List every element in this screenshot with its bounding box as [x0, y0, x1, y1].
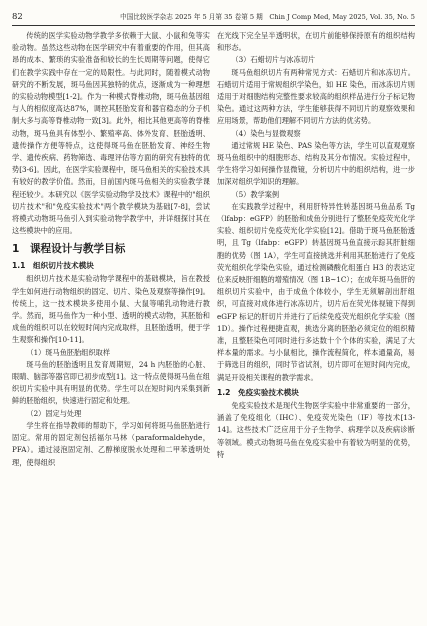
header-rule	[12, 25, 415, 26]
section-heading: 1 课程设计与教学目标	[12, 243, 126, 256]
right-column	[217, 30, 415, 622]
item-heading: （5）教学案例	[231, 189, 280, 199]
body-paragraph: 组织切片技术是实验动物学课程中的基础模块，旨在教授学生如何进行动物组织的固定、切片、染色及观察等操作[9]。传统上，这一技术模块多使用小鼠、大鼠等哺乳动物进行教学。然而，斑马鱼作为一种小型、透明的模式动物，其胚胎和成鱼的组织可以在较短时间内完成取样，且胚胎透明，便于学生观察和操作[10-11]。	[12, 274, 210, 345]
body-paragraph: 通过常规 HE 染色、PAS 染色等方法，学生可以直观观察斑马鱼组织中的细胞形态、结构及其分布情况。实验过程中，学生将学习如何操作显微镜，分析切片中的组织结构，进一步加深对组织学知识的理解。	[217, 140, 415, 187]
item-heading: （3）石蜡切片与冰冻切片	[231, 55, 316, 65]
page-number: 82	[12, 12, 23, 22]
journal-citation: 中国比较医学杂志 2025 年 5 月第 35 卷第 5 期 Chin J Comp Med, May 2025, Vol. 35, No. 5	[120, 13, 415, 21]
left-column	[12, 30, 210, 622]
subsection-heading: 1.2 免疫实验技术模块	[217, 387, 299, 397]
item-heading: （1）斑马鱼胚胎组织取样	[26, 347, 111, 357]
body-paragraph: 免疫实验技术是现代生物医学实验中非常重要的一部分，涵盖了免疫组化（IHC）、免疫荧光染色（IF）等技术[13-14]。这些技术广泛应用于分子生物学、病理学以及疾病诊断等领域。模式动物斑马鱼在免疫实验中有着较为明显的优势，特	[217, 400, 415, 459]
body-paragraph: 学生将在指导教师的帮助下，学习如何将斑马鱼胚胎进行固定。常用的固定剂包括福尔马林（paraformaldehyde，PFA）。通过浸泡固定剂、乙醇梯度脱水处理和二甲苯透明处理，使得组织	[12, 420, 210, 467]
body-paragraph: 斑马鱼组织切片有两种常见方式：石蜡切片和冰冻切片。石蜡切片适用于常规组织学染色，如 HE 染色，而冰冻切片则适用于对细胞结构完整性要求较高的组织样品进行分子标记物染色。通过这两种方法，学生能够获得不同切片的观察效果和应用场景，帮助他们理解不同切片方法的优劣势。	[217, 67, 415, 126]
body-paragraph: 在光线下完全呈半透明状，在切片前能够保持原有的组织结构和形态。	[217, 31, 415, 53]
running-header	[12, 10, 415, 24]
item-heading: （4）染色与显微观察	[231, 128, 301, 138]
subsection-heading: 1.1 组织切片技术模块	[12, 261, 94, 271]
item-heading: （2）固定与处理	[26, 408, 82, 418]
intro-paragraph: 传统的医学实验动物学教学多依赖于大鼠、小鼠和兔等实验动物。虽然这些动物在医学研究中有着重要的作用，但其高昂的成本、繁琐的实验准备和较长的生长周期等问题，使得它们在教学实践中存在一定的局限性。与此同时，随着模式动物研究的不断发展，斑马鱼因其独特的优点，逐渐成为一种理想的实验动物模型[1-2]。作为一种模式脊椎动物，斑马鱼基因组与人的相似度高达87%，调控其胚胎发育和器官稳态的分子机制大多与高等脊椎动物一致[3]。此外，相比其他更高等的脊椎动物，斑马鱼具有体型小、繁殖率高、体外发育、胚胎透明、遗传操作方便等特点，这使得斑马鱼在胚胎发育、神经生物学、遗传疾病、药物筛选、毒理评估等方面的研究有独特的优势[3-6]。因此，在医学实验课程中，斑马鱼相关的实验技术具有较好的教学价值。然而，目前国内斑马鱼相关的实验教学课程还较少。本研究以《医学实验动物学及技术》课程中的"组织切片技术"和"免疫实验技术"两个教学模块为基础[7-8]，尝试将模式动物斑马鱼引入到实验动物学教学中，并详细探讨其在这些模块中的应用。	[12, 31, 210, 236]
body-paragraph: 斑马鱼的胚胎透明且发育周期短，24 h 内胚胎的心脏、眼睛、脑部等器官即已初步成型[1]。这一特点使得斑马鱼在组织切片实验中具有明显的优势。学生可以在短时间内采集到新鲜的胚胎组织，快速进行固定和处理。	[12, 359, 210, 406]
article-body	[12, 30, 415, 622]
body-paragraph: 在实践教学过程中，利用肝特异性转基因斑马鱼品系 Tg（lfabp：eGFP）的胚胎和成鱼分别进行了整胚免疫荧光化学实验、组织切片免疫荧光化学实验[12]。借助于斑马鱼胚胎透明，且 Tg（lfabp：eGFP）转基因斑马鱼直接示踪其肝脏细胞的优势（图 1A），学生可直接挑选并利用其胚胎进行了免疫荧光组织化学染色实验，通过检测磷酸化组蛋白 H3 的表达定位来反映肝细胞的增殖情况（图 1B~1C）；在成年斑马鱼肝的组织切片实验中，由于成鱼个体较小，学生无须解剖出肝组织，可直接对成体进行冰冻切片，切片后在荧光体视镜下得到 eGFP 标记的肝切片并进行了后续免疫荧光组织化学实验（图 1D）。操作过程便捷直观，挑选分离的胚胎必须定位的组织精准，且整胚染色可同时进行多达数十个个体的实验，满足了大样本量的需求。与小鼠相比，操作流程简化，样本通量高，易于筛选目的组织，同时节省试剂，切片即可在短时间内完成，满足开设相关课程的教学需求。	[217, 201, 415, 382]
